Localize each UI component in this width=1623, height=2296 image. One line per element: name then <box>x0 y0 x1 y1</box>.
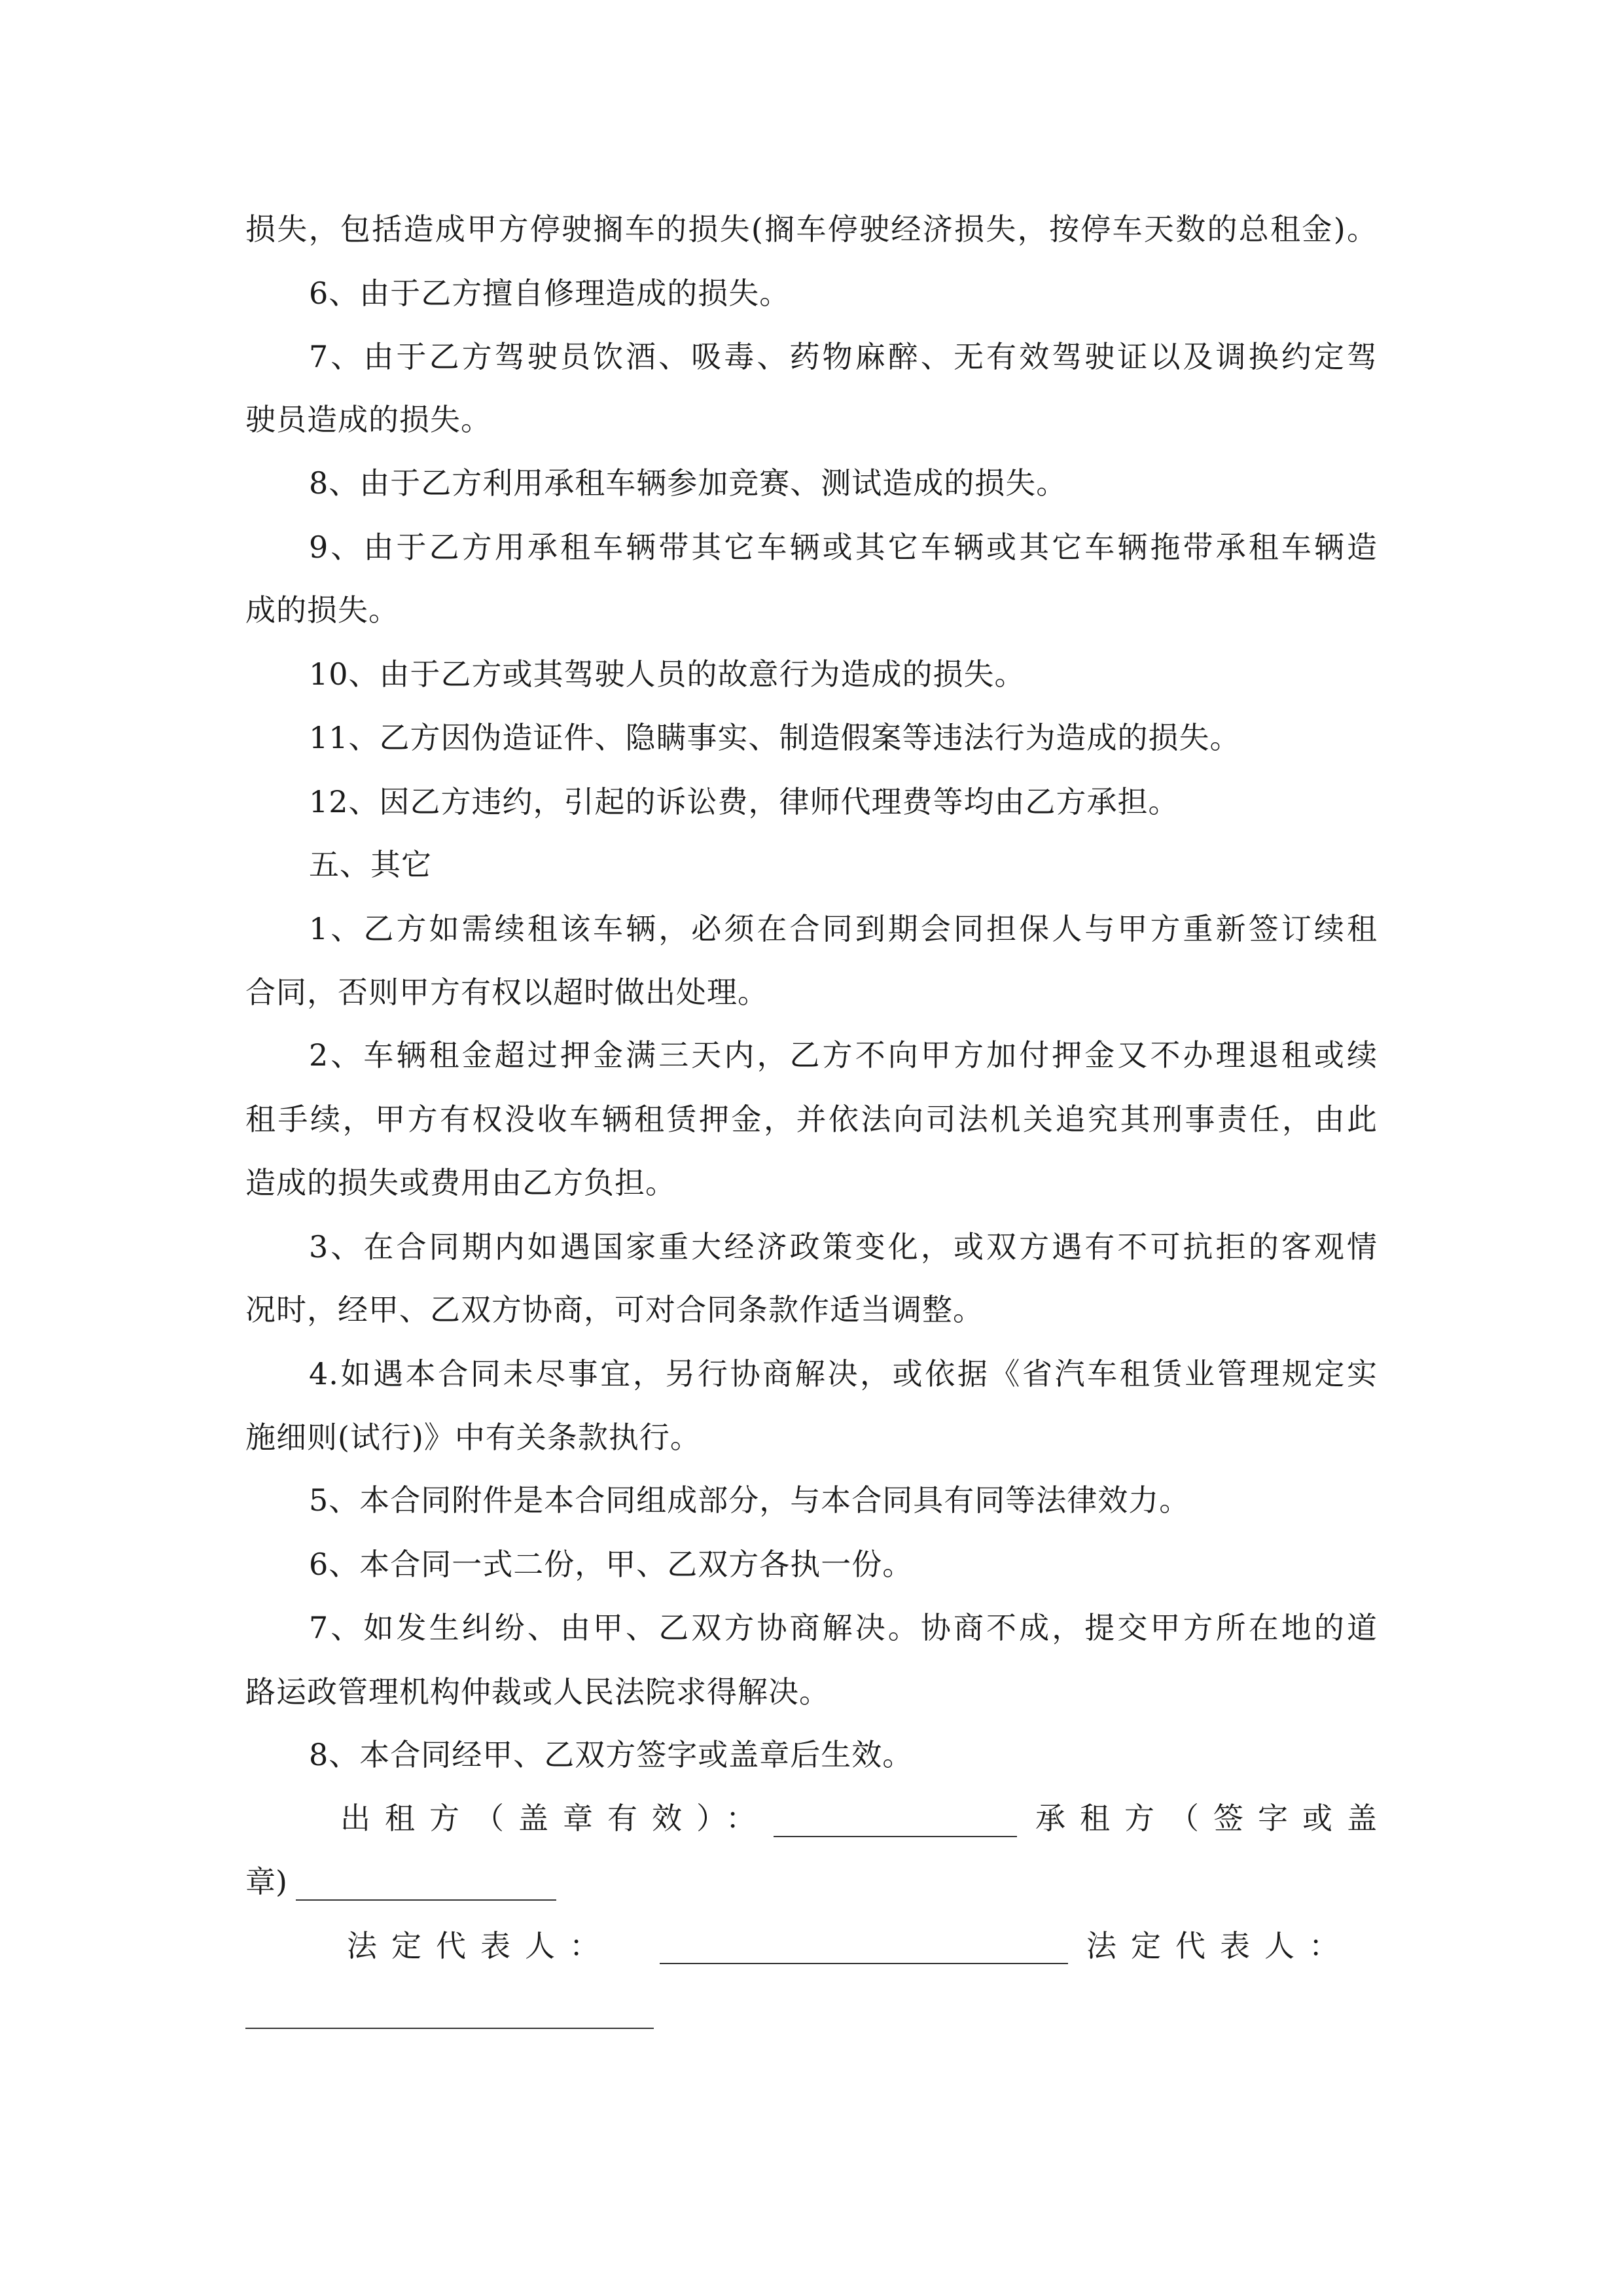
clause-5-2-continuation-2: 造成的损失或费用由乙方负担。 <box>245 1165 676 1200</box>
clause-5-3: 3、在合同期内如遇国家重大经济政策变化，或双方遇有不可抗拒的客观情 <box>309 1229 1378 1265</box>
clause-5-7: 7、如发生纠纷、由甲、乙双方协商解决。协商不成，提交甲方所在地的道 <box>309 1610 1378 1645</box>
lessee-sign-label: 承租方（签字或盖 <box>1035 1801 1391 1836</box>
clause-4-9: 9、由于乙方用承租车辆带其它车辆或其它车辆或其它车辆拖带承租车辆造 <box>309 529 1378 565</box>
clause-5-6: 6、本合同一式二份，甲、乙双方各执一份。 <box>309 1547 914 1582</box>
clause-4-11: 11、乙方因伪造证件、隐瞒事实、制造假案等违法行为造成的损失。 <box>309 720 1241 755</box>
clause-4-12: 12、因乙方违约，引起的诉讼费，律师代理费等均由乙方承担。 <box>309 784 1179 819</box>
clause-5-7-continuation: 路运政管理机构仲裁或人民法院求得解决。 <box>245 1674 830 1710</box>
clause-5-2: 2、车辆租金超过押金满三天内，乙方不向甲方加付押金又不办理退租或续 <box>309 1037 1378 1073</box>
clause-5-2-continuation-1: 租手续，甲方有权没收车辆租赁押金，并依法向司法机关追究其刑事责任，由此 <box>245 1102 1378 1137</box>
lessee-legal-rep-blank <box>245 2028 654 2029</box>
clause-5-8: 8、本合同经甲、乙双方签字或盖章后生效。 <box>309 1737 914 1772</box>
lessor-seal-blank <box>774 1836 1017 1837</box>
clause-5-5: 5、本合同附件是本合同组成部分，与本合同具有同等法律效力。 <box>309 1482 1190 1518</box>
lessee-sign-label-continuation: 章) <box>245 1864 287 1899</box>
clause-4-9-continuation: 成的损失。 <box>245 592 399 628</box>
clause-4-6: 6、由于乙方擅自修理造成的损失。 <box>309 276 791 311</box>
clause-5-3-continuation: 况时，经甲、乙双方协商，可对合同条款作适当调整。 <box>245 1292 984 1327</box>
lessee-legal-rep-label: 法定代表人： <box>1086 1928 1353 1964</box>
clause-5-1-continuation: 合同，否则甲方有权以超时做出处理。 <box>245 975 768 1010</box>
clause-5-4-continuation: 施细则(试行)》中有关条款执行。 <box>245 1420 701 1455</box>
lessor-seal-label: 出租方（盖章有效）： <box>340 1801 770 1836</box>
lessor-legal-rep-blank <box>660 1963 1068 1964</box>
clause-4-10: 10、由于乙方或其驾驶人员的故意行为造成的损失。 <box>309 656 1026 692</box>
section-5-heading: 五、其它 <box>309 847 432 882</box>
lessor-legal-rep-label: 法定代表人： <box>347 1928 614 1964</box>
clause-4-7: 7、由于乙方驾驶员饮酒、吸毒、药物麻醉、无有效驾驶证以及调换约定驾 <box>309 339 1378 374</box>
clause-4-8: 8、由于乙方利用承租车辆参加竞赛、测试造成的损失。 <box>309 465 1067 501</box>
lessee-sign-blank <box>296 1899 556 1901</box>
clause-4-5-continuation: 损失，包括造成甲方停驶搁车的损失(搁车停驶经济损失，按停车天数的总租金)。 <box>245 211 1378 247</box>
clause-5-1: 1、乙方如需续租该车辆，必须在合同到期会同担保人与甲方重新签订续租 <box>309 911 1378 946</box>
clause-4-7-continuation: 驶员造成的损失。 <box>245 402 491 437</box>
clause-5-4: 4.如遇本合同未尽事宜，另行协商解决，或依据《省汽车租赁业管理规定实 <box>309 1356 1378 1391</box>
